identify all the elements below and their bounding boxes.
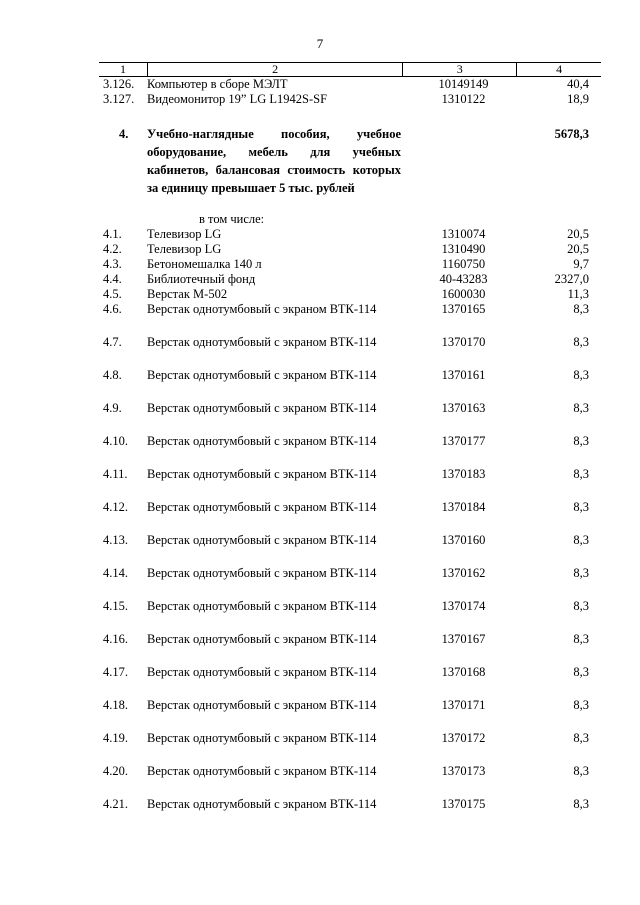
table-row <box>99 227 601 242</box>
table-row <box>99 698 601 731</box>
row-cost: 8,3 <box>573 368 589 382</box>
row-name: Бетономешалка 140 л <box>147 257 262 271</box>
row-number: 4.8. <box>103 368 122 382</box>
row-inventory-number: 1600030 <box>441 287 486 301</box>
row-number: 4.20. <box>103 764 128 778</box>
page-number: 7 <box>316 36 324 51</box>
table-row <box>99 257 601 272</box>
row-number: 4.2. <box>103 242 122 256</box>
row-name: Верстак однотумбовый с экраном ВТК-114 <box>147 302 377 316</box>
row-inventory-number: 1370174 <box>441 599 486 613</box>
row-cost: 8,3 <box>573 599 589 613</box>
row-number: 4.12. <box>103 500 128 514</box>
row-number: 3.126. <box>103 77 135 91</box>
row-number: 4.10. <box>103 434 128 448</box>
row-inventory-number: 1370165 <box>441 302 486 316</box>
row-inventory-number: 1370168 <box>441 665 486 679</box>
row-name: Верстак однотумбовый с экраном ВТК-114 <box>147 599 377 613</box>
row-number: 4.4. <box>103 272 122 286</box>
row-number: 4.21. <box>103 797 128 811</box>
table-row <box>99 77 601 92</box>
table-row <box>99 335 601 368</box>
table-row <box>99 632 601 665</box>
table-row <box>99 467 601 500</box>
single-line-rows <box>99 227 601 302</box>
section-number: 4. <box>119 127 129 141</box>
row-inventory-number: 1310490 <box>441 242 486 256</box>
row-name: Верстак однотумбовый с экраном ВТК-114 <box>147 764 377 778</box>
row-cost: 8,3 <box>573 335 589 349</box>
row-name: Верстак М-502 <box>147 287 228 301</box>
row-inventory-number: 1370184 <box>441 500 486 514</box>
row-name: Верстак однотумбовый с экраном ВТК-114 <box>147 797 377 811</box>
subheading: в том числе: <box>199 212 265 226</box>
row-number: 4.3. <box>103 257 122 271</box>
table-row <box>99 92 601 107</box>
table-row <box>99 566 601 599</box>
row-inventory-number: 1370172 <box>441 731 486 745</box>
row-name: Верстак однотумбовый с экраном ВТК-114 <box>147 533 377 547</box>
table-row <box>99 287 601 302</box>
section-total-cost: 5678,3 <box>554 127 589 141</box>
row-inventory-number: 1370160 <box>441 533 486 547</box>
row-number: 4.6. <box>103 302 122 316</box>
inventory-table <box>99 62 601 830</box>
row-name: Телевизор LG <box>147 242 222 256</box>
row-inventory-number: 1310074 <box>441 227 486 241</box>
row-cost: 8,3 <box>573 401 589 415</box>
table-row <box>99 665 601 698</box>
row-number: 3.127. <box>103 92 135 106</box>
table-row <box>99 302 601 335</box>
row-name: Верстак однотумбовый с экраном ВТК-114 <box>147 401 377 415</box>
row-cost: 8,3 <box>573 764 589 778</box>
section-title: Учебно-наглядные пособия, учебное оборудование, мебель для учебных кабинетов, балансовая стоимость которых за единицу превышает 5 тыс. рублей <box>147 127 401 195</box>
two-line-rows <box>99 302 601 830</box>
row-name: Верстак однотумбовый с экраном ВТК-114 <box>147 335 377 349</box>
row-cost: 8,3 <box>573 731 589 745</box>
header-col-2: 2 <box>147 63 402 76</box>
row-number: 4.9. <box>103 401 122 415</box>
row-name: Верстак однотумбовый с экраном ВТК-114 <box>147 698 377 712</box>
section-inventory-cell <box>401 125 516 197</box>
row-name: Компьютер в сборе МЭЛТ <box>147 77 288 91</box>
row-name: Верстак однотумбовый с экраном ВТК-114 <box>147 500 377 514</box>
row-inventory-number: 1370162 <box>441 566 486 580</box>
row-name: Верстак однотумбовый с экраном ВТК-114 <box>147 731 377 745</box>
row-inventory-number: 1370183 <box>441 467 486 481</box>
row-cost: 11,3 <box>567 287 589 301</box>
row-cost: 8,3 <box>573 302 589 316</box>
row-cost: 8,3 <box>573 698 589 712</box>
row-number: 4.7. <box>103 335 122 349</box>
table-row <box>99 764 601 797</box>
table-row <box>99 434 601 467</box>
row-cost: 8,3 <box>573 533 589 547</box>
row-cost: 2327,0 <box>554 272 589 286</box>
row-inventory-number: 1370175 <box>441 797 486 811</box>
row-number: 4.14. <box>103 566 128 580</box>
header-col-4: 4 <box>516 63 601 76</box>
row-number: 4.11. <box>103 467 128 481</box>
row-inventory-number: 10149149 <box>438 77 489 91</box>
row-inventory-number: 1370161 <box>441 368 486 382</box>
row-cost: 40,4 <box>567 77 589 91</box>
row-name: Верстак однотумбовый с экраном ВТК-114 <box>147 566 377 580</box>
table-header <box>99 62 601 77</box>
row-cost: 8,3 <box>573 500 589 514</box>
table-row <box>99 731 601 764</box>
header-col-3: 3 <box>402 63 516 76</box>
row-cost: 8,3 <box>573 665 589 679</box>
row-cost: 8,3 <box>573 467 589 481</box>
row-number: 4.17. <box>103 665 128 679</box>
row-inventory-number: 1160750 <box>441 257 486 271</box>
header-col-1: 1 <box>119 62 126 76</box>
row-number: 4.1. <box>103 227 122 241</box>
row-inventory-number: 40-43283 <box>439 272 488 286</box>
row-cost: 9,7 <box>573 257 589 271</box>
table-row <box>99 797 601 830</box>
table-row <box>99 500 601 533</box>
row-name: Верстак однотумбовый с экраном ВТК-114 <box>147 434 377 448</box>
row-number: 4.18. <box>103 698 128 712</box>
row-cost: 20,5 <box>567 227 589 241</box>
row-number: 4.15. <box>103 599 128 613</box>
section-heading-row <box>99 125 601 197</box>
row-cost: 8,3 <box>573 632 589 646</box>
row-name: Библиотечный фонд <box>147 272 256 286</box>
row-cost: 8,3 <box>573 797 589 811</box>
row-number: 4.5. <box>103 287 122 301</box>
row-name: Верстак однотумбовый с экраном ВТК-114 <box>147 368 377 382</box>
row-name: Верстак однотумбовый с экраном ВТК-114 <box>147 467 377 481</box>
table-row <box>99 368 601 401</box>
row-cost: 8,3 <box>573 566 589 580</box>
row-inventory-number: 1370163 <box>441 401 486 415</box>
row-inventory-number: 1370177 <box>441 434 486 448</box>
row-cost: 8,3 <box>573 434 589 448</box>
row-inventory-number: 1310122 <box>441 92 486 106</box>
table-row <box>99 242 601 257</box>
row-inventory-number: 1370173 <box>441 764 486 778</box>
row-number: 4.19. <box>103 731 128 745</box>
row-inventory-number: 1370170 <box>441 335 486 349</box>
row-name: Верстак однотумбовый с экраном ВТК-114 <box>147 632 377 646</box>
row-number: 4.13. <box>103 533 128 547</box>
table-row <box>99 272 601 287</box>
row-cost: 18,9 <box>567 92 589 106</box>
row-number: 4.16. <box>103 632 128 646</box>
row-inventory-number: 1370167 <box>441 632 486 646</box>
row-name: Видеомонитор 19” LG L1942S-SF <box>147 92 328 106</box>
table-row <box>99 401 601 434</box>
row-cost: 20,5 <box>567 242 589 256</box>
table-row <box>99 599 601 632</box>
table-row <box>99 533 601 566</box>
row-name: Верстак однотумбовый с экраном ВТК-114 <box>147 665 377 679</box>
row-inventory-number: 1370171 <box>441 698 486 712</box>
row-name: Телевизор LG <box>147 227 222 241</box>
